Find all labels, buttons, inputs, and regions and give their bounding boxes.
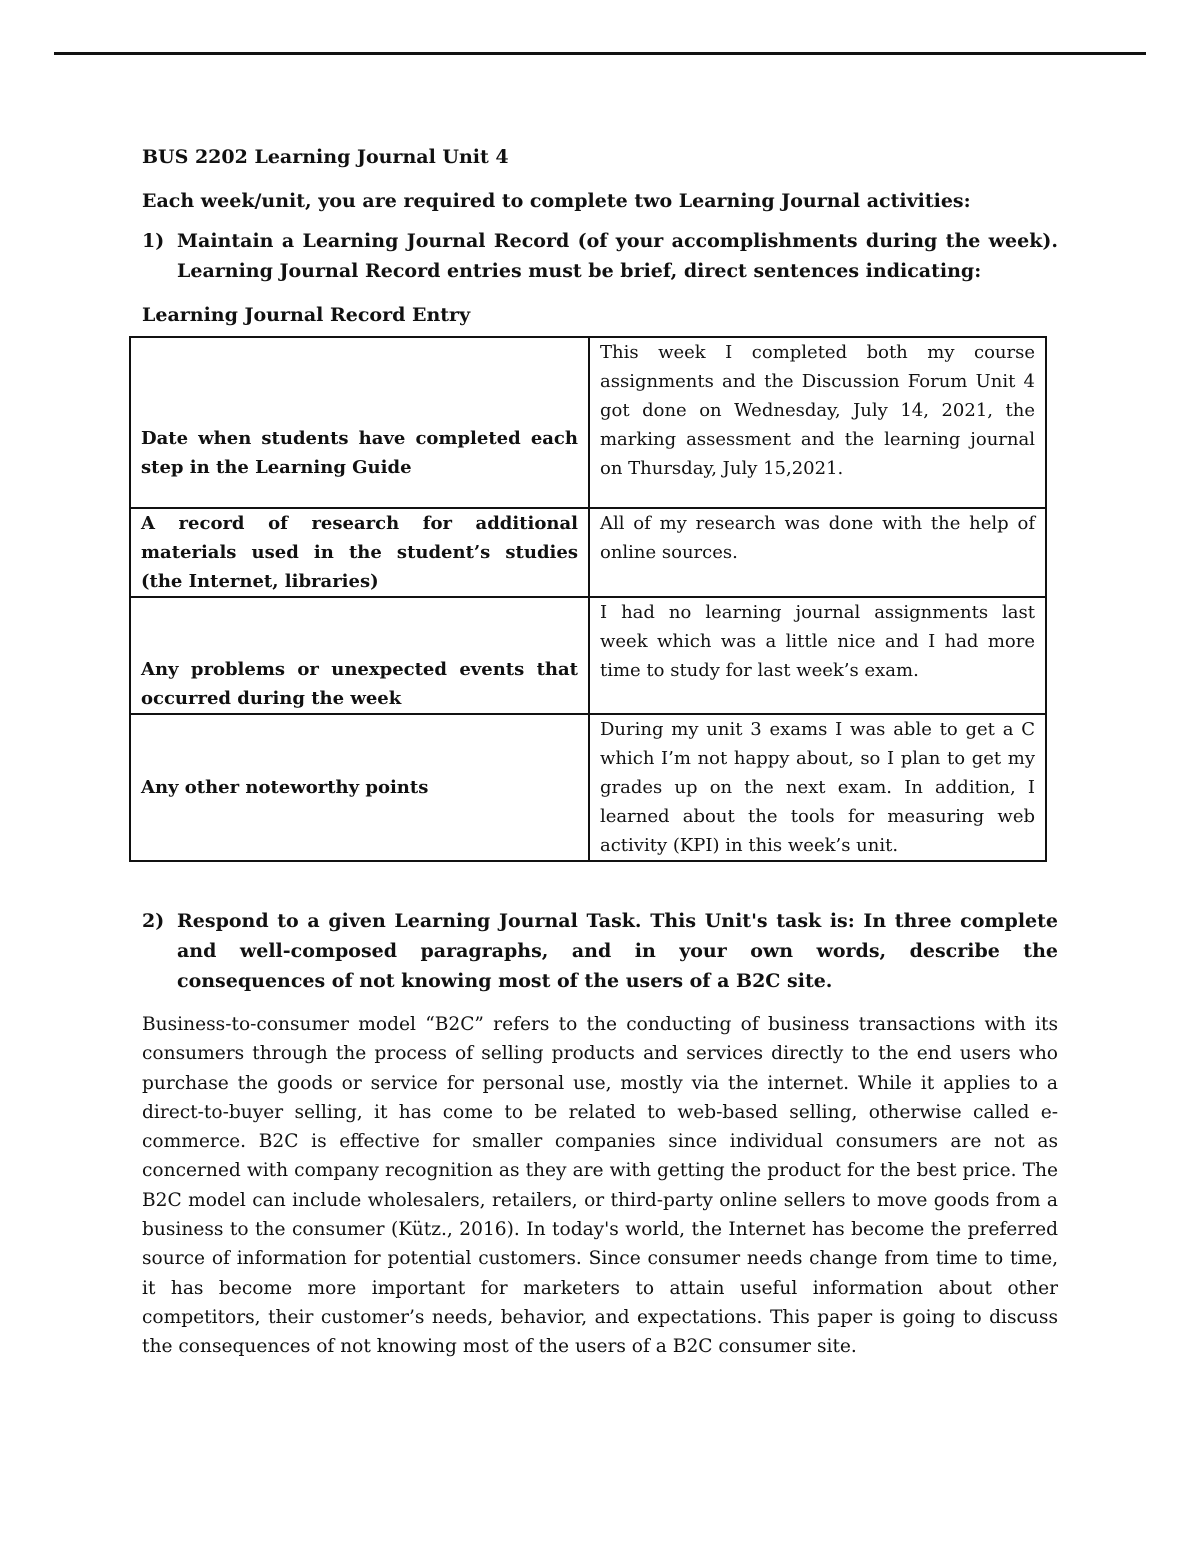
learning-journal-record-table [129,336,1047,862]
activity-item-2-number: 2) [142,910,165,932]
activity-item-2-text: Respond to a given Learning Journal Task. This Unit's task is: In three complete and well-composed paragraphs, and in your own words, describe the consequences of not knowing most of the users of a B2C site. [177,910,1058,992]
row-value: This week I completed both my course assignments and the Discussion Forum Unit 4 got done on Wednesday, July 14, 2021, the marking assessment and the learning journal on Thursday, July 15,2021. [589,337,1046,508]
document-page [142,142,1058,1362]
document-title: BUS 2202 Learning Journal Unit 4 [142,146,509,168]
row-label: Any other noteworthy points [130,714,589,861]
table-row [130,597,1046,714]
activity-item-1-number: 1) [142,230,165,252]
table-row [130,508,1046,597]
table-row [130,714,1046,861]
activity-item-1 [142,226,1058,286]
record-heading: Learning Journal Record Entry [142,304,471,326]
row-label: A record of research for additional materials used in the student’s studies (the Internet, libraries) [130,508,589,597]
response-paragraph: Business-to-consumer model “B2C” refers to the conducting of business transactions with its consumers through the process of selling products and services directly to the end users who purchase the goods or service for personal use, mostly via the internet. While it applies to a direct-to-buyer selling, it has come to be related to web-based selling, otherwise called e-commerce. B2C is effective for smaller companies since individual consumers are not as concerned with company recognition as they are with getting the product for the best price. The B2C model can include wholesalers, retailers, or third-party online sellers to move goods from a business to the consumer (Kütz., 2016). In today's world, the Internet has become the preferred source of information for potential customers. Since consumer needs change from time to time, it has become more important for marketers to attain useful information about other competitors, their customer’s needs, behavior, and expectations. This paper is going to discuss the consequences of not knowing most of the users of a B2C consumer site. [142,1014,1058,1358]
row-label: Any problems or unexpected events that occurred during the week [130,597,589,714]
header-rule [54,52,1146,55]
activity-item-1-text: Maintain a Learning Journal Record (of your accomplishments during the week). Learning Journal Record entries must be brief, direct sentences indicating: [177,230,1058,282]
intro-text: Each week/unit, you are required to complete two Learning Journal activities: [142,190,971,212]
row-value: I had no learning journal assignments last week which was a little nice and I had more time to study for last week’s exam. [589,597,1046,714]
row-value: All of my research was done with the help of online sources. [589,508,1046,597]
row-value: During my unit 3 exams I was able to get a C which I’m not happy about, so I plan to get my grades up on the next exam. In addition, I learned about the tools for measuring web activity (KPI) in this week’s unit. [589,714,1046,861]
row-label: Date when students have completed each step in the Learning Guide [130,337,589,508]
table-row [130,337,1046,508]
activity-item-2 [142,906,1058,996]
